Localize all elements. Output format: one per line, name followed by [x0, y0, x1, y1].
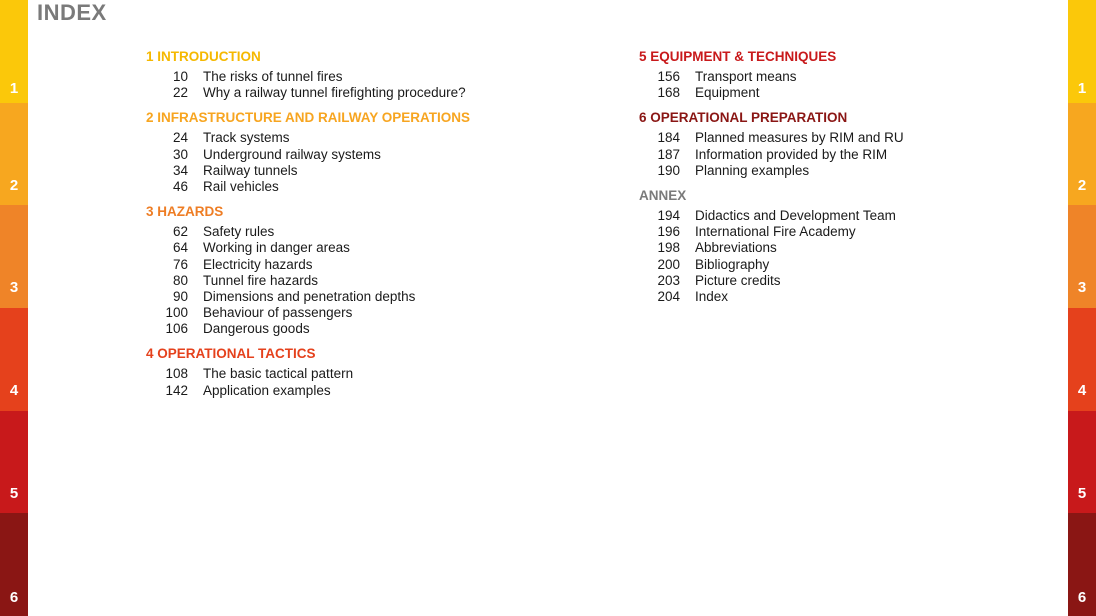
entry-page-number: 190 [657, 162, 680, 178]
index-entry[interactable] [146, 179, 470, 195]
index-entry[interactable] [639, 224, 904, 240]
index-entry[interactable] [146, 321, 470, 337]
entry-title: Dangerous goods [203, 321, 310, 337]
index-entry[interactable] [146, 257, 470, 273]
chapter-tab-label: 4 [9, 381, 19, 399]
entry-title: The risks of tunnel fires [203, 69, 343, 84]
index-entry[interactable] [639, 240, 904, 256]
index-entry[interactable] [146, 85, 470, 101]
index-entry[interactable] [639, 147, 904, 163]
entry-title: Track systems [203, 130, 290, 146]
entry-title: Dimensions and penetration depths [203, 288, 416, 304]
entry-page-number: 142 [165, 382, 188, 398]
index-entry[interactable] [146, 147, 470, 163]
entry-title: Abbreviations [695, 240, 777, 256]
entry-title: The basic tactical pattern [203, 366, 354, 382]
entry-page-number: 10 [172, 69, 188, 84]
index-column-left [146, 47, 470, 406]
index-column-right [639, 47, 904, 312]
index-entry[interactable] [639, 130, 904, 146]
index-entry[interactable] [146, 224, 470, 240]
entry-page-number: 24 [172, 130, 188, 146]
entry-page-number: 200 [657, 256, 680, 272]
entry-title: Tunnel fire hazards [203, 272, 319, 288]
entry-title: International Fire Academy [695, 224, 856, 240]
chapter-tab-label: 6 [9, 589, 19, 607]
index-entry[interactable] [146, 305, 470, 321]
entry-page-number: 46 [172, 178, 188, 194]
entry-page-number: 168 [657, 85, 680, 101]
section-heading[interactable]: ANNEX [639, 187, 687, 203]
entry-title: Rail vehicles [203, 178, 279, 194]
index-section [146, 202, 470, 337]
entry-title: Why a railway tunnel firefighting procedure? [203, 85, 466, 101]
entry-title: Behaviour of passengers [203, 305, 353, 321]
entry-title: Picture credits [695, 272, 781, 288]
entry-page-number: 198 [657, 240, 680, 256]
chapter-tab-label: 3 [9, 279, 19, 297]
chapter-tab-5[interactable] [1068, 411, 1096, 514]
chapter-tab-label: 1 [1077, 80, 1087, 97]
index-section [146, 344, 470, 398]
entry-page-number: 156 [657, 69, 680, 84]
chapter-tab-4[interactable] [0, 308, 28, 411]
entry-title: Index [695, 288, 729, 304]
entry-title: Information provided by the RIM [695, 146, 888, 162]
entry-page-number: 100 [165, 305, 188, 321]
index-entry[interactable] [146, 130, 470, 146]
entry-title: Transport means [695, 69, 797, 84]
chapter-tab-3[interactable] [0, 205, 28, 308]
entry-title: Didactics and Development Team [695, 207, 896, 223]
index-entry[interactable] [146, 273, 470, 289]
section-heading[interactable]: 3 HAZARDS [146, 204, 224, 220]
index-section [639, 108, 904, 179]
page-title: INDEX [37, 0, 107, 25]
entry-title: Application examples [203, 382, 331, 398]
index-entry[interactable] [146, 69, 470, 85]
section-heading[interactable]: 2 INFRASTRUCTURE AND RAILWAY OPERATIONS [146, 110, 471, 126]
chapter-tab-5[interactable] [0, 411, 28, 514]
entry-title: Planning examples [695, 162, 810, 178]
chapter-tab-label: 5 [9, 484, 19, 502]
index-entry[interactable] [639, 289, 904, 305]
entry-page-number: 184 [657, 130, 680, 146]
entry-page-number: 194 [657, 207, 680, 223]
entry-title: Electricity hazards [203, 256, 313, 272]
chapter-tab-6[interactable] [0, 513, 28, 616]
entry-page-number: 187 [657, 146, 680, 162]
chapter-tab-2[interactable] [1068, 103, 1096, 206]
chapter-tab-4[interactable] [1068, 308, 1096, 411]
entry-page-number: 76 [172, 256, 188, 272]
section-heading[interactable]: 1 INTRODUCTION [146, 49, 261, 64]
index-section [146, 108, 470, 195]
chapter-tab-1[interactable] [0, 0, 28, 103]
entry-page-number: 204 [657, 288, 680, 304]
index-section [639, 186, 904, 305]
entry-page-number: 22 [172, 85, 188, 101]
index-entry[interactable] [639, 163, 904, 179]
chapter-tab-label: 4 [1077, 381, 1087, 399]
entry-title: Underground railway systems [203, 146, 381, 162]
chapter-tab-label: 1 [9, 80, 19, 97]
section-heading[interactable]: 5 EQUIPMENT & TECHNIQUES [639, 49, 837, 64]
entry-title: Working in danger areas [203, 240, 350, 256]
entry-title: Equipment [695, 85, 760, 101]
chapter-tab-1[interactable] [1068, 0, 1096, 103]
index-section [146, 47, 470, 101]
entry-title: Planned measures by RIM and RU [695, 130, 904, 146]
section-heading[interactable]: 6 OPERATIONAL PREPARATION [639, 110, 848, 126]
index-entry[interactable] [639, 208, 904, 224]
entry-page-number: 80 [172, 272, 188, 288]
chapter-tab-label: 3 [1077, 279, 1087, 297]
index-entry[interactable] [639, 273, 904, 289]
entry-page-number: 64 [172, 240, 188, 256]
entry-page-number: 34 [172, 162, 188, 178]
chapter-tabs-right [1068, 0, 1096, 616]
chapter-tab-label: 6 [1077, 589, 1087, 607]
entry-page-number: 106 [165, 321, 188, 337]
index-entry[interactable] [639, 69, 904, 85]
index-entry[interactable] [146, 366, 470, 382]
index-entry[interactable] [146, 240, 470, 256]
chapter-tab-6[interactable] [1068, 513, 1096, 616]
entry-page-number: 196 [657, 224, 680, 240]
entry-title: Safety rules [203, 224, 275, 240]
entry-page-number: 30 [172, 146, 188, 162]
section-heading[interactable]: 4 OPERATIONAL TACTICS [146, 346, 316, 362]
chapter-tab-label: 5 [1077, 484, 1087, 502]
entry-page-number: 108 [165, 366, 188, 382]
chapter-tabs-left [0, 0, 28, 616]
index-entry[interactable] [639, 85, 904, 101]
index-entry[interactable] [146, 163, 470, 179]
entry-page-number: 203 [657, 272, 680, 288]
entry-page-number: 90 [172, 288, 188, 304]
entry-title: Bibliography [695, 256, 770, 272]
index-entry[interactable] [639, 257, 904, 273]
index-entry[interactable] [146, 289, 470, 305]
entry-page-number: 62 [172, 224, 188, 240]
chapter-tab-2[interactable] [0, 103, 28, 206]
chapter-tab-3[interactable] [1068, 205, 1096, 308]
chapter-tab-label: 2 [9, 176, 19, 194]
chapter-tab-label: 2 [1077, 176, 1087, 194]
index-entry[interactable] [146, 383, 470, 399]
index-section [639, 47, 904, 101]
entry-title: Railway tunnels [203, 162, 298, 178]
